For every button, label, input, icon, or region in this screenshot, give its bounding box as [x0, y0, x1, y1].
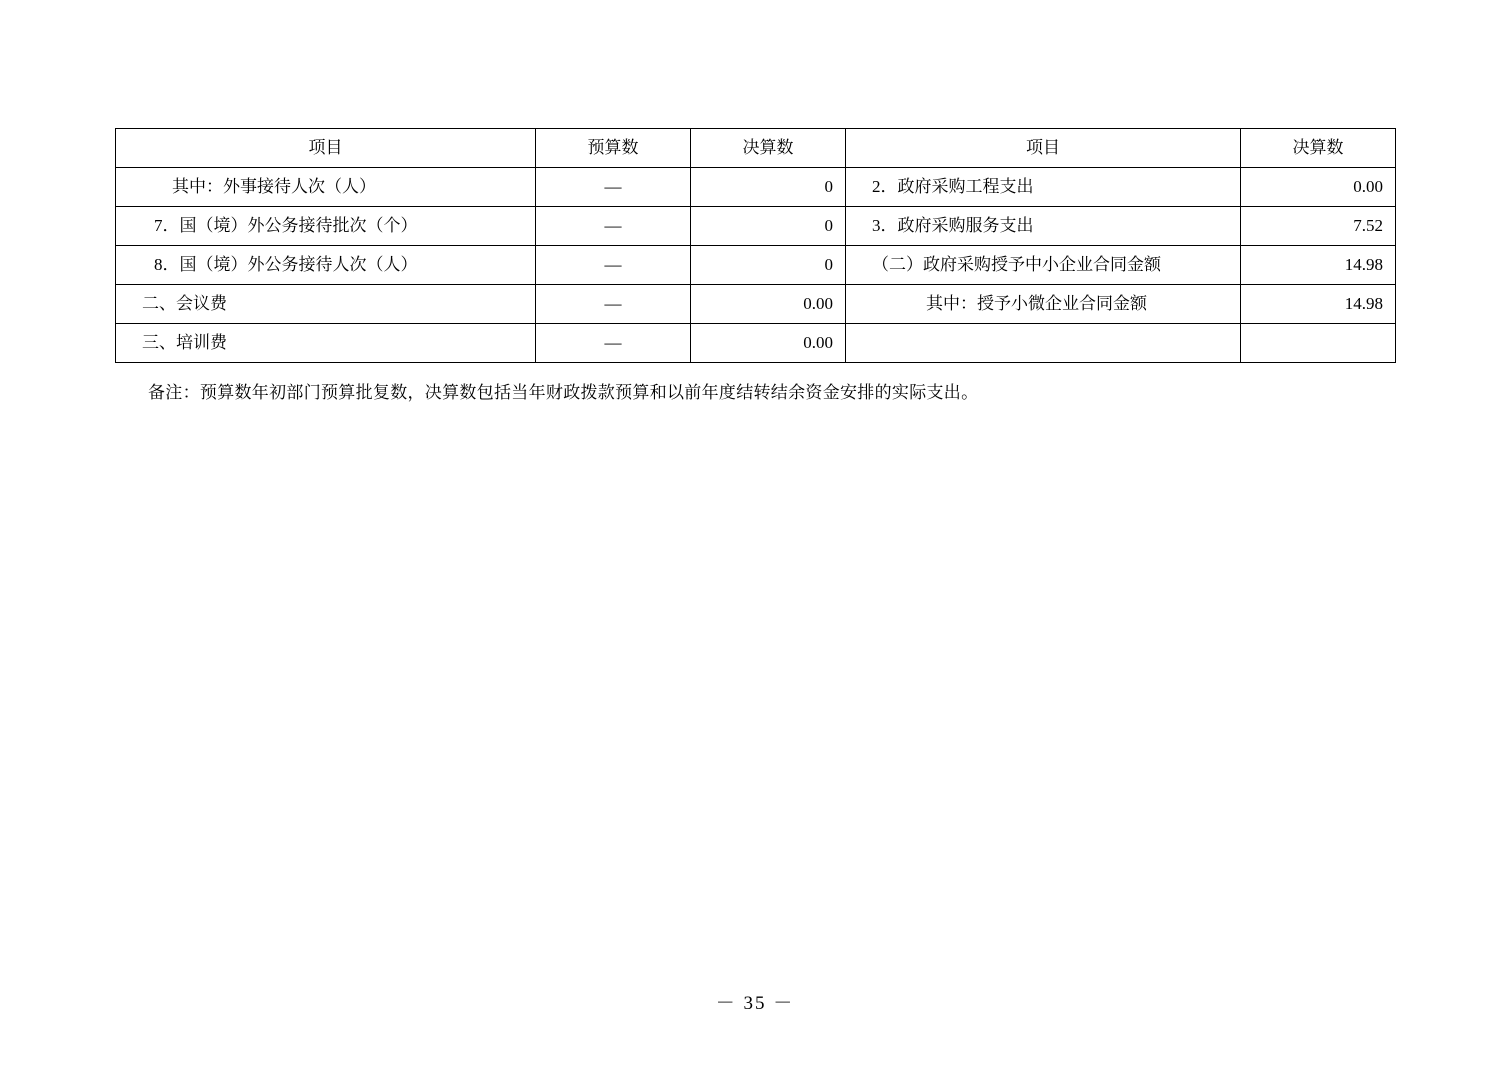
table-row [116, 207, 1396, 246]
table-note: 备注：预算数年初部门预算批复数，决算数包括当年财政拨款预算和以前年度结转结余资金安排的实际支出。 [148, 383, 979, 402]
cell-final-left: 0 [691, 207, 846, 246]
page-number: － 35 － [715, 993, 795, 1014]
cell-item-right: 3．政府采购服务支出 [846, 207, 1241, 246]
cell-item-left: 8．国（境）外公务接待人次（人） [116, 246, 536, 285]
column-header-item-left: 项目 [116, 129, 536, 168]
table-row [116, 285, 1396, 324]
cell-item-left: 其中：外事接待人次（人） [116, 168, 536, 207]
cell-item-right: （二）政府采购授予中小企业合同金额 [846, 246, 1241, 285]
cell-budget: — [536, 207, 691, 246]
cell-final-left: 0.00 [691, 324, 846, 363]
cell-final-right: 14.98 [1241, 285, 1396, 324]
column-header-final-left: 决算数 [691, 129, 846, 168]
cell-final-left: 0 [691, 246, 846, 285]
financial-table-container [115, 128, 1395, 363]
cell-final-left: 0.00 [691, 285, 846, 324]
cell-item-left: 二、会议费 [116, 285, 536, 324]
cell-item-right [846, 324, 1241, 363]
cell-item-left: 7．国（境）外公务接待批次（个） [116, 207, 536, 246]
table-row [116, 246, 1396, 285]
cell-item-left: 三、培训费 [116, 324, 536, 363]
cell-final-right: 14.98 [1241, 246, 1396, 285]
cell-budget: — [536, 246, 691, 285]
cell-final-right: 0.00 [1241, 168, 1396, 207]
cell-item-right: 2．政府采购工程支出 [846, 168, 1241, 207]
cell-budget: — [536, 168, 691, 207]
column-header-budget: 预算数 [536, 129, 691, 168]
column-header-item-right: 项目 [846, 129, 1241, 168]
table-row [116, 168, 1396, 207]
table-row [116, 324, 1396, 363]
cell-item-right: 其中：授予小微企业合同金额 [846, 285, 1241, 324]
financial-table [115, 128, 1396, 363]
cell-final-right: 7.52 [1241, 207, 1396, 246]
cell-budget: — [536, 324, 691, 363]
table-header-row [116, 129, 1396, 168]
cell-final-right [1241, 324, 1396, 363]
cell-final-left: 0 [691, 168, 846, 207]
cell-budget: — [536, 285, 691, 324]
column-header-final-right: 决算数 [1241, 129, 1396, 168]
